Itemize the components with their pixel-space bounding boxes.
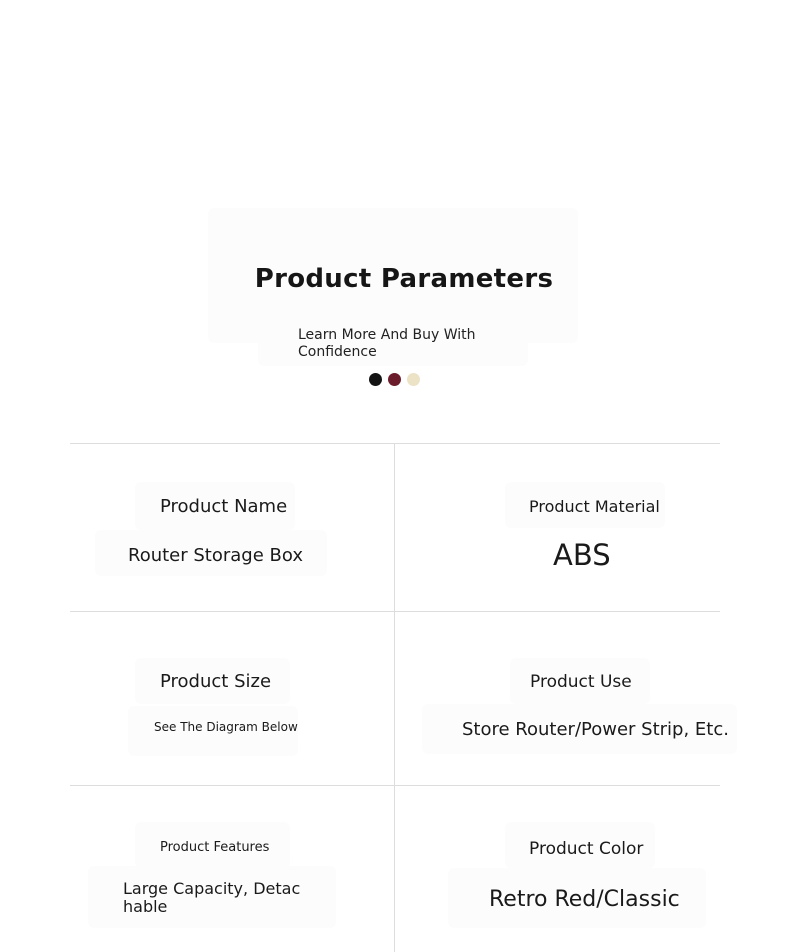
product-use-label: Product Use [530,672,632,692]
product-features-label: Product Features [160,840,270,855]
color-swatch-cream [407,373,420,386]
divider [70,443,720,444]
product-material-label: Product Material [529,497,660,516]
page-subtitle: Learn More And Buy With Confidence [298,327,476,360]
divider [70,611,720,612]
column-divider [394,444,395,952]
divider [70,785,720,786]
product-size-value: See The Diagram Below [154,720,298,734]
product-size-label: Product Size [160,671,272,692]
product-use-value: Store Router/Power Strip, Etc. [462,719,729,740]
product-name-label: Product Name [160,496,288,517]
product-name-value: Router Storage Box [128,545,303,566]
product-color-label: Product Color [529,839,644,859]
product-material-value: ABS [553,538,611,572]
page-title: Product Parameters [254,264,554,294]
product-features-value: Large Capacity, Detachable [123,879,301,916]
color-swatch-red [388,373,401,386]
product-color-value: Retro Red/Classic [489,887,680,912]
color-swatch-black [369,373,382,386]
